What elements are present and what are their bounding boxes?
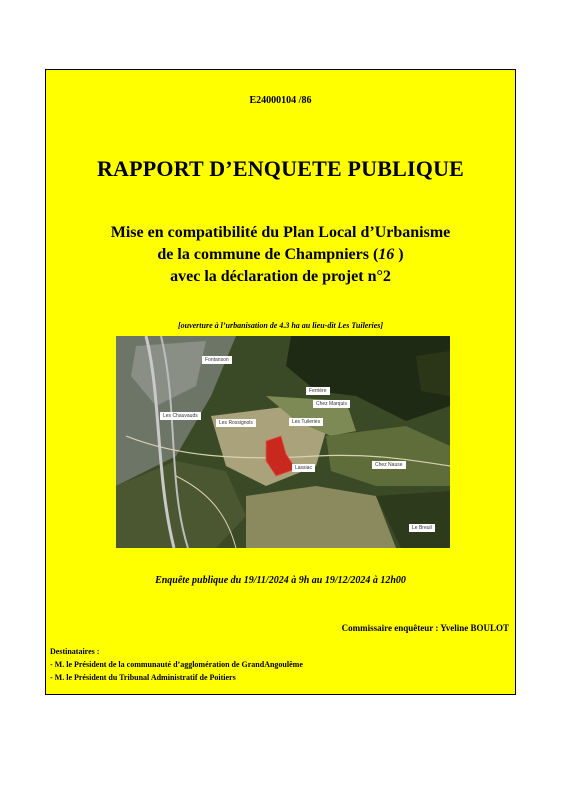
recipient-item: - M. le Président de la communauté d’agglomération de GrandAngoulême (50, 660, 303, 669)
report-title: RAPPORT D’ENQUETE PUBLIQUE (96, 156, 465, 181)
subtitle-line-2-start: de la commune de Champniers ( (157, 246, 379, 263)
map-label-les-rossignols: Les Rossignols (216, 419, 256, 427)
aerial-photo (116, 336, 450, 548)
map-label-lassiac: Lassiac (292, 464, 315, 472)
map-label-le-breuil: Le Breuil (409, 524, 435, 532)
subtitle-line-1: Mise en compatibilité du Plan Local d’Urbanisme (110, 224, 451, 241)
cover-page (45, 69, 516, 695)
recipient-item: - M. le Président du Tribunal Administratif de Poitiers (50, 673, 236, 682)
department-number: 16 (378, 246, 395, 263)
project-caption: [ouverture à l’urbanisation de 4.3 ha au lieu-dit Les Tuileries] (177, 321, 384, 330)
map-label-ferriere: Ferrière (306, 387, 330, 395)
map-label-fontanson: Fontanson (202, 356, 232, 364)
subtitle-line-2-end: ) (394, 246, 404, 263)
recipients-heading: Destinataires : (50, 647, 100, 656)
map-label-les-tuileries: Les Tuileries (289, 418, 323, 426)
recipients-block (50, 645, 303, 684)
map-label-chez-nause: Chez Nause (372, 461, 406, 469)
aerial-photo-image (116, 336, 450, 548)
commissioner-name: Commissaire enquêteur : Yveline BOULOT (341, 623, 509, 633)
file-reference: E24000104 /86 (249, 95, 312, 106)
subtitle-line-2 (46, 244, 515, 266)
subtitle-line-3: avec la déclaration de projet n°2 (170, 268, 391, 285)
inquiry-dates: Enquête publique du 19/11/2024 à 9h au 19/12/2024 à 12h00 (155, 575, 406, 586)
report-subtitle (46, 222, 515, 288)
map-label-chez-marquis: Chez Marquis (313, 400, 350, 408)
map-label-les-chauvauds: Les Chauvauds (160, 412, 201, 420)
